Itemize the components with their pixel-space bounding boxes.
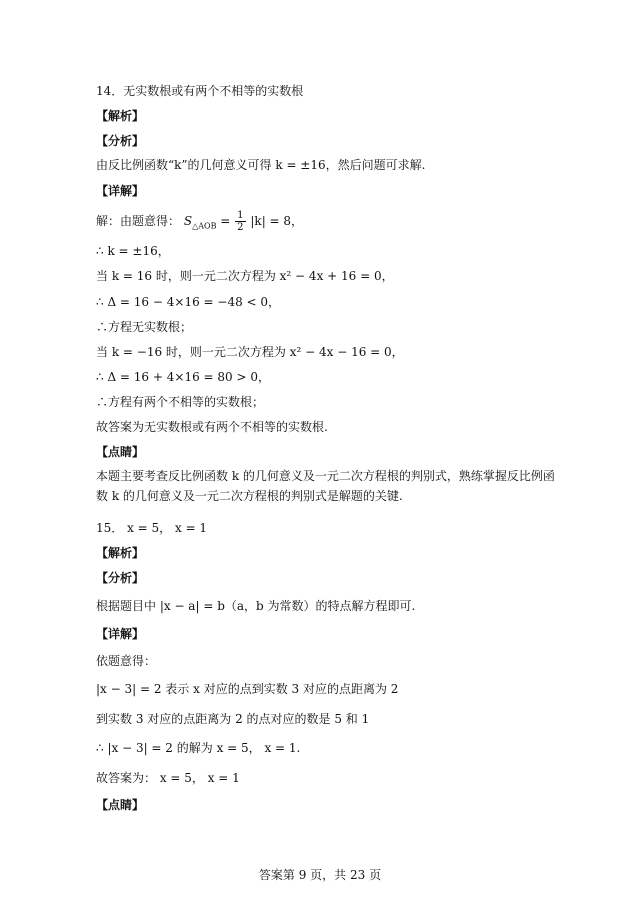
q15-line-2: |x − 3| = 2 表示 x 对应的点到实数 3 对应的点距离为 2 bbox=[96, 682, 399, 696]
q14-jie-s: S bbox=[183, 214, 193, 228]
page-footer: 答案第 9 页，共 23 页 bbox=[258, 868, 382, 882]
q14-tag-dianjing: 【点睛】 bbox=[96, 445, 145, 459]
q15-line-4: ∴ |x − 3| = 2 的解为 x = 5， x = 1. bbox=[96, 741, 301, 755]
q14-line-2: 当 k = 16 时，则一元二次方程为 x² − 4x + 16 = 0， bbox=[96, 269, 394, 283]
q15-line-1: 依题意得： bbox=[96, 654, 157, 668]
q14-line-6: ∴ Δ = 16 + 4×16 = 80 > 0， bbox=[96, 370, 270, 384]
q15-line-5: 故答案为： x = 5， x = 1 bbox=[96, 771, 240, 785]
q14-line-8: 故答案为无实数根或有两个不相等的实数根. bbox=[96, 420, 328, 434]
q14-jie-eq: = bbox=[220, 214, 231, 228]
q14-dianjing-text: 本题主要考查反比例函数 k 的几何意义及一元二次方程根的判别式，熟练掌握反比例函数 k 的几何意义及一元二次方程根的判别式是解题的关键. bbox=[96, 469, 555, 503]
q14-frac-den: 2 bbox=[237, 222, 244, 233]
q14-tag-fenxi: 【分析】 bbox=[96, 134, 145, 148]
q14-line-4: ∴方程无实数根； bbox=[96, 320, 193, 334]
q14-jie-prefix: 解：由题意得： bbox=[96, 214, 181, 228]
q14-jie-tail: |k| = 8， bbox=[250, 214, 304, 228]
q14-line-7: ∴方程有两个不相等的实数根； bbox=[96, 395, 265, 409]
q14-jie-line bbox=[96, 210, 556, 234]
q14-tag-jiexi: 【解析】 bbox=[96, 109, 145, 123]
q14-title: 14．无实数根或有两个不相等的实数根 bbox=[96, 84, 304, 98]
q14-frac-num: 1 bbox=[237, 210, 244, 221]
q15-tag-xiangjie: 【详解】 bbox=[96, 627, 145, 641]
q14-line-5: 当 k = −16 时，则一元二次方程为 x² − 4x − 16 = 0， bbox=[96, 345, 404, 359]
q15-line-3: 到实数 3 对应的点距离为 2 的点对应的数是 5 和 1 bbox=[96, 712, 370, 726]
q14-jie-sub: △AOB bbox=[192, 221, 217, 231]
q15-tag-fenxi: 【分析】 bbox=[96, 571, 145, 585]
q14-fenxi-text: 由反比例函数“k”的几何意义可得 k = ±16，然后问题可求解. bbox=[96, 158, 426, 172]
q15-title: 15． x = 5， x = 1 bbox=[96, 521, 208, 535]
q14-line-1: ∴ k = ±16， bbox=[96, 244, 170, 258]
q14-fraction bbox=[235, 210, 245, 233]
q15-tag-jiexi: 【解析】 bbox=[96, 546, 145, 560]
q15-fenxi-text: 根据题目中 |x − a| = b（a，b 为常数）的特点解方程即可. bbox=[96, 599, 416, 613]
q15-tag-dianjing: 【点睛】 bbox=[96, 798, 145, 812]
q14-line-3: ∴ Δ = 16 − 4×16 = −48 < 0， bbox=[96, 295, 281, 309]
q14-tag-xiangjie: 【详解】 bbox=[96, 184, 145, 198]
